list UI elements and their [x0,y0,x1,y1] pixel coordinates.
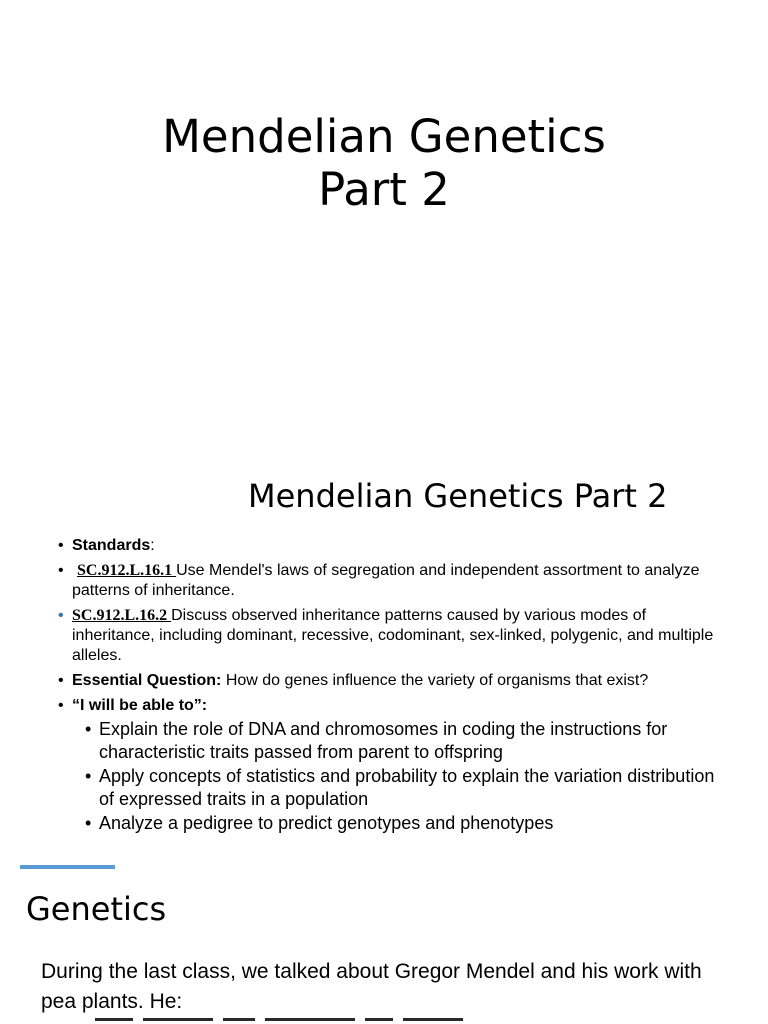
slide1-title-line1: Mendelian Genetics [162,110,606,163]
bullet-dot: • [58,672,64,689]
essential-question-text: How do genes influence the variety of organisms that exist? [221,672,649,689]
bullet-essential-question [58,671,718,691]
objective-item [58,812,718,835]
bullet-dot: • [58,607,64,624]
slide2-bullet-list [58,536,718,836]
bullet-dot: • [85,813,92,833]
standard-1-text: Use Mendel's laws of segregation and independent assortment to analyze patterns of inheritance. [72,562,700,599]
bullet-standards [58,536,718,556]
objective-item [58,718,718,764]
slide3-title: Genetics [26,890,167,928]
standard-2-text: Discuss observed inheritance patterns caused by various modes of inheritance, including dominant, recessive, codominant, sex-linked, polygenic, and multiple alleles. [72,607,714,664]
objective-text: Analyze a pedigree to predict genotypes and phenotypes [99,813,554,833]
standard-2-code-link[interactable]: SC.912.L.16.2 [72,607,172,624]
standards-label: Standards [72,537,151,554]
bullet-dot: • [85,766,92,786]
slide2-title: Mendelian Genetics Part 2 [248,477,668,515]
essential-question-label: Essential Question: [72,672,222,689]
objective-text: Apply concepts of statistics and probability to explain the variation distribution of expressed traits in a population [99,766,715,809]
bullet-dot: • [58,697,64,714]
bullet-standard-2 [58,606,718,666]
bullet-dot: • [58,537,64,554]
slide1-title-line2: Part 2 [318,163,450,216]
cut-off-text-line [95,1018,595,1024]
objective-text: Explain the role of DNA and chromosomes in coding the instructions for characteristic traits passed from parent to offspring [99,719,668,762]
bullet-able-to [58,696,718,716]
slide3-body-text: During the last class, we talked about Gregor Mendel and his work with pea plants. He: [41,960,702,1013]
bullet-standard-1 [58,561,718,601]
slide3-accent-bar [20,865,115,869]
able-to-label: “I will be able to”: [72,697,208,714]
standard-1-code-link[interactable]: SC.912.L.16.1 [77,562,177,579]
bullet-dot: • [85,719,92,739]
objective-item [58,765,718,811]
bullet-dot: • [58,562,64,579]
standards-colon: : [150,537,155,554]
slide1-title [0,110,768,216]
